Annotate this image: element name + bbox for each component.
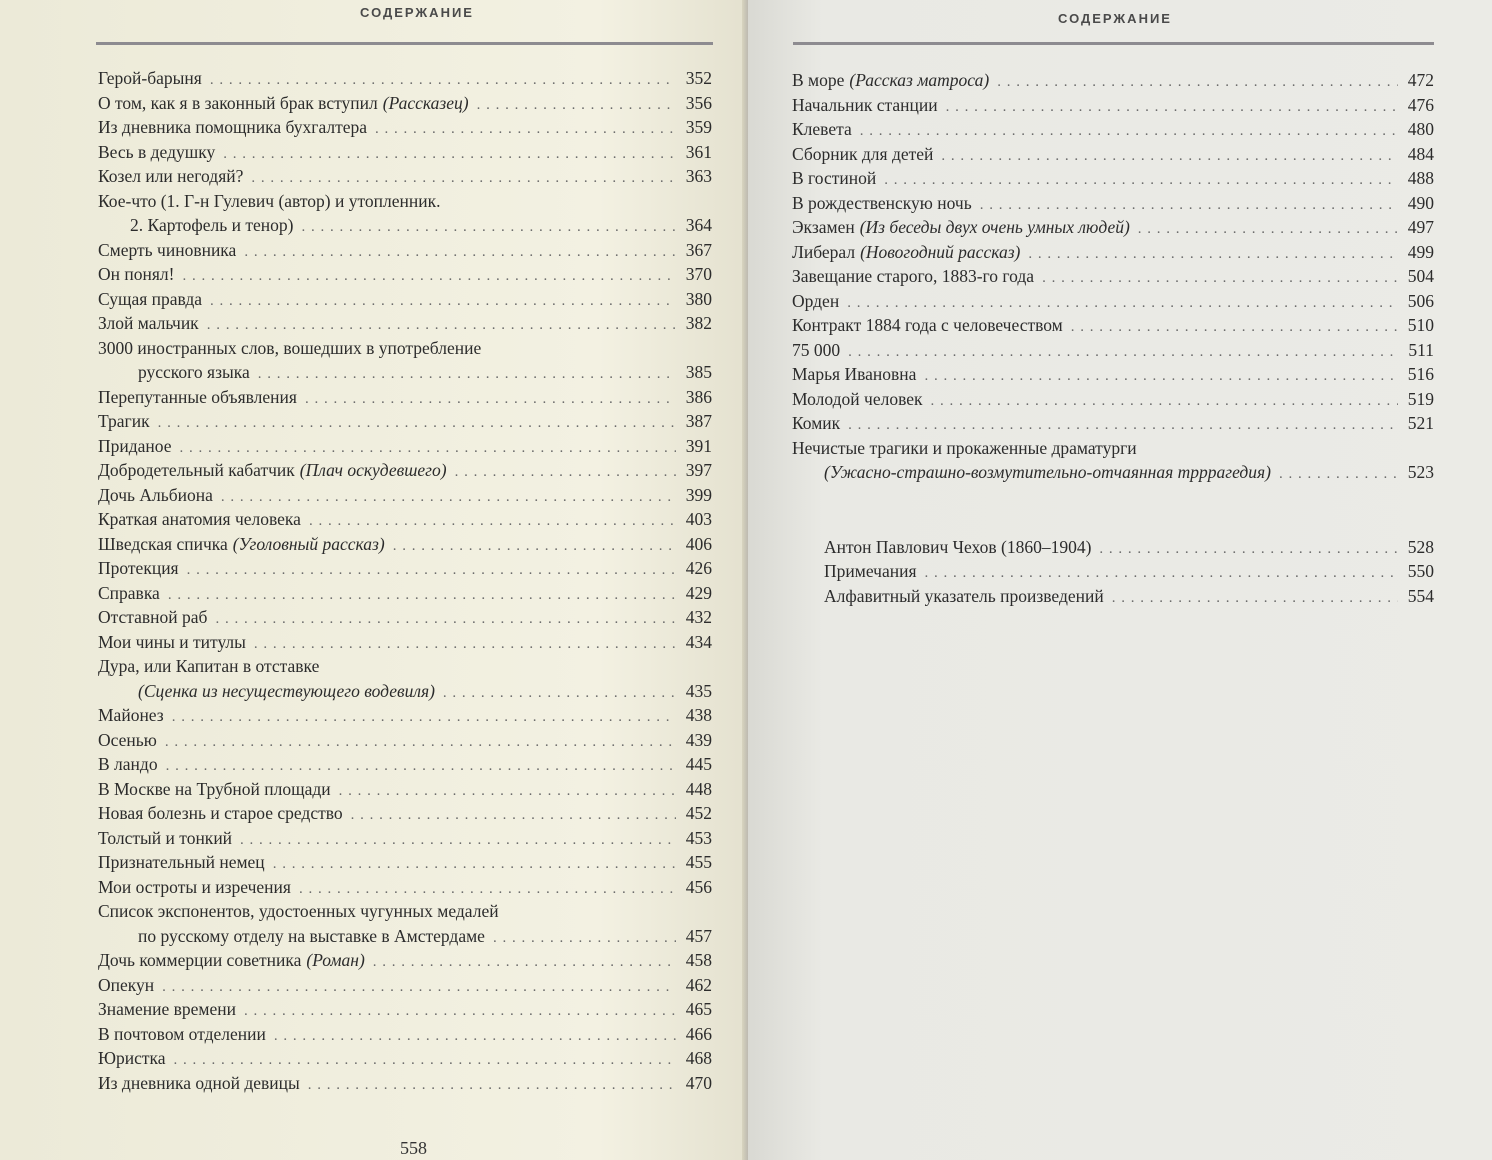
entry-title: Признательный немец: [98, 852, 265, 872]
entry-page-number: 519: [1407, 388, 1434, 409]
dot-leader: [258, 362, 676, 387]
entry-page-number: 510: [1407, 315, 1434, 335]
entry-title: Алфавитный указатель произведений: [824, 585, 1104, 606]
entry-subtitle: (Плач оскудевшего): [299, 460, 447, 480]
toc-entry: [98, 91, 712, 116]
toc-entry: [792, 142, 1434, 167]
dot-leader: [244, 999, 676, 1024]
toc-entry: [98, 507, 712, 532]
entry-title: Клевета: [792, 119, 852, 139]
dot-leader: [393, 534, 676, 559]
dot-leader: [174, 1048, 676, 1073]
toc-entry: [792, 460, 1434, 485]
entry-title: Смерть чиновника: [98, 239, 237, 260]
toc-entry: [792, 387, 1434, 412]
dot-leader: [166, 754, 676, 779]
toc-entry: [792, 117, 1434, 142]
toc-entry: [98, 1046, 712, 1071]
entry-title: Юристка: [98, 1048, 166, 1068]
toc-entry: [98, 189, 712, 214]
entry-title: Сущая правда: [98, 288, 203, 309]
entry-page-number: 506: [1407, 290, 1434, 311]
entry-page-number: 387: [685, 411, 712, 431]
dot-leader: [210, 289, 676, 314]
entry-title: Из дневника помощника бухгалтера: [98, 117, 368, 137]
dot-leader: [251, 166, 676, 191]
entry-page-number: 361: [685, 141, 712, 162]
entry-page-number: 472: [1407, 70, 1434, 90]
toc-entry: [792, 264, 1434, 289]
entry-page-number: 359: [685, 117, 712, 137]
entry-title: Злой мальчик: [98, 313, 199, 333]
entry-title: Экзамен: [792, 217, 855, 237]
toc-entry: [98, 826, 712, 851]
entry-title: Мои остроты и изречения: [98, 876, 291, 897]
entry-title: Перепутанные объявления: [98, 386, 297, 407]
entry-title: Справка: [98, 582, 160, 603]
dot-leader: [1028, 242, 1398, 267]
dot-leader: [848, 340, 1398, 365]
entry-page-number: 528: [1407, 536, 1434, 557]
dot-leader: [946, 95, 1398, 120]
toc-entry: [98, 875, 712, 900]
entry-title: В Москве на Трубной площади: [98, 778, 331, 799]
toc-entry: [98, 752, 712, 777]
dot-leader: [493, 926, 676, 951]
entry-title: 75 000: [792, 339, 841, 360]
dot-leader: [373, 950, 676, 975]
entry-page-number: 399: [685, 484, 712, 505]
toc-entry: [792, 93, 1434, 118]
toc-entry: [98, 458, 712, 483]
toc-entry: [98, 801, 712, 826]
toc-entry: [98, 238, 712, 263]
entry-page-number: 364: [685, 215, 712, 235]
toc-entry: [98, 483, 712, 508]
toc-entry: [98, 581, 712, 606]
dot-leader: [924, 364, 1398, 389]
entry-title: О том, как я в законный брак вступил: [98, 92, 378, 113]
entry-page-number: 462: [685, 974, 712, 995]
entry-title: Весь в дедушку: [98, 141, 216, 162]
entry-title: Приданое: [98, 435, 172, 456]
toc-entry: [792, 68, 1434, 93]
entry-page-number: 476: [1407, 94, 1434, 115]
entry-subtitle: (Из беседы двух очень умных людей): [859, 217, 1130, 237]
entry-page-number: 499: [1407, 241, 1434, 262]
dot-leader: [299, 877, 676, 902]
entry-page-number: 455: [685, 852, 712, 872]
entry-page-number: 550: [1407, 561, 1434, 581]
dot-leader: [931, 389, 1399, 414]
dot-leader: [308, 1073, 676, 1098]
dot-leader: [848, 413, 1398, 438]
entry-title: Марья Ивановна: [792, 364, 917, 384]
entry-subtitle: (Сценка из несуществующего водевиля): [138, 680, 435, 701]
entry-page-number: 370: [685, 264, 712, 284]
entry-title: Завещание старого, 1883-го года: [792, 266, 1035, 286]
entry-title: Кое-что (1. Г-н Гулевич (автор) и утопленник.: [98, 190, 441, 211]
dot-leader: [221, 485, 676, 510]
entry-title: Герой-барыня: [98, 68, 202, 88]
entry-subtitle: (Рассказ матроса): [849, 70, 990, 90]
entry-title: Отставной раб: [98, 607, 208, 627]
entry-title: 3000 иностранных слов, вошедших в употребление: [98, 337, 482, 358]
entry-title: Антон Павлович Чехов (1860–1904): [824, 536, 1092, 557]
entry-title: Новая болезнь и старое средство: [98, 803, 343, 823]
toc-entry: [98, 409, 712, 434]
entry-title: Майонез: [98, 705, 164, 725]
entry-page-number: 367: [685, 239, 712, 260]
entry-page-number: 466: [685, 1023, 712, 1044]
entry-page-number: 438: [685, 705, 712, 725]
entry-page-number: 445: [685, 754, 712, 774]
entry-title: по русскому отделу на выставке в Амстердаме: [138, 925, 485, 946]
entry-page-number: 432: [685, 607, 712, 627]
entry-page-number: 391: [685, 435, 712, 456]
entry-title: Из дневника одной девицы: [98, 1072, 300, 1093]
page-number: 558: [400, 1138, 427, 1158]
entry-title: Толстый и тонкий: [98, 827, 233, 848]
entry-page-number: 352: [685, 68, 712, 88]
toc-entry: [792, 411, 1434, 436]
entry-page-number: 380: [685, 288, 712, 309]
dot-leader: [301, 215, 676, 240]
entry-title: Либерал: [792, 241, 856, 262]
entry-page-number: 465: [685, 999, 712, 1019]
entry-title: Комик: [792, 413, 841, 433]
entry-title: В ландо: [98, 754, 158, 774]
entry-page-number: 452: [685, 803, 712, 823]
dot-leader: [1042, 266, 1398, 291]
entry-title: Он понял!: [98, 264, 175, 284]
entry-page-number: 403: [685, 509, 712, 529]
entry-page-number: 406: [685, 533, 712, 554]
entry-page-number: 435: [685, 680, 712, 701]
entry-title: В гостиной: [792, 168, 877, 188]
dot-leader: [165, 730, 676, 755]
toc-entry: [98, 532, 712, 557]
entry-page-number: 439: [685, 729, 712, 750]
toc-entry: [792, 166, 1434, 191]
dot-leader: [455, 460, 676, 485]
toc-entry: [98, 287, 712, 312]
toc-entry: [792, 559, 1434, 584]
entry-title: Мои чины и титулы: [98, 631, 246, 652]
dot-leader: [1279, 462, 1398, 487]
entry-subtitle: (Рассказец): [382, 92, 469, 113]
entry-page-number: 554: [1407, 585, 1434, 606]
dot-leader: [274, 1024, 676, 1049]
entry-title: Козел или негодяй?: [98, 166, 244, 186]
entry-page-number: 386: [685, 386, 712, 407]
toc-entry: [98, 434, 712, 459]
entry-title: Начальник станции: [792, 94, 938, 115]
entry-page-number: 521: [1407, 413, 1434, 433]
toc-entry: [98, 654, 712, 679]
entry-page-number: 470: [685, 1072, 712, 1093]
toc-entry: [98, 115, 712, 140]
dot-leader: [997, 70, 1398, 95]
right-page: [748, 0, 1492, 1160]
dot-leader: [1112, 586, 1398, 611]
dot-leader: [223, 142, 676, 167]
dot-leader: [254, 632, 676, 657]
dot-leader: [1138, 217, 1398, 242]
entry-page-number: 497: [1407, 217, 1434, 237]
dot-leader: [215, 607, 676, 632]
entry-page-number: 490: [1407, 192, 1434, 213]
entry-title: Краткая анатомия человека: [98, 509, 301, 529]
entry-title: В почтовом отделении: [98, 1023, 266, 1044]
dot-leader: [375, 117, 676, 142]
dot-leader: [207, 313, 676, 338]
toc-entry: [98, 556, 712, 581]
toc-entry: [98, 850, 712, 875]
entry-title: Список экспонентов, удостоенных чугунных медалей: [98, 901, 499, 921]
entry-title: Трагик: [98, 411, 150, 431]
dot-leader: [305, 387, 676, 412]
entry-subtitle: (Уголовный рассказ): [232, 533, 385, 554]
toc-entry: [98, 777, 712, 802]
dot-leader: [925, 561, 1398, 586]
dot-leader: [273, 852, 676, 877]
entry-page-number: 488: [1407, 168, 1434, 188]
toc-entry: [98, 924, 712, 949]
entry-page-number: 397: [685, 460, 712, 480]
entry-page-number: 511: [1408, 339, 1434, 360]
dot-leader: [182, 264, 676, 289]
entry-page-number: 448: [685, 778, 712, 799]
entry-page-number: 453: [685, 827, 712, 848]
entry-title: Дочь Альбиона: [98, 484, 213, 505]
dot-leader: [1071, 315, 1398, 340]
toc-entry: [98, 1022, 712, 1047]
toc-entry: [792, 338, 1434, 363]
header-rule: [793, 42, 1434, 45]
entry-title: Добродетельный кабатчик: [98, 460, 295, 480]
entry-page-number: 458: [685, 950, 712, 970]
toc-entry: [98, 164, 712, 189]
dot-leader: [162, 975, 676, 1000]
dot-leader: [351, 803, 676, 828]
toc-entry: [98, 213, 712, 238]
dot-leader: [1099, 537, 1398, 562]
entry-title: Орден: [792, 290, 840, 311]
dot-leader: [158, 411, 676, 436]
dot-leader: [210, 68, 676, 93]
entry-title: 2. Картофель и тенор): [130, 215, 294, 235]
dot-leader: [168, 583, 676, 608]
entry-page-number: 426: [685, 558, 712, 578]
dot-leader: [309, 509, 676, 534]
entry-page-number: 457: [685, 925, 712, 946]
entry-title: Опекун: [98, 974, 155, 995]
entry-page-number: 356: [685, 92, 712, 113]
toc-entry: [98, 973, 712, 998]
toc-entry: [98, 66, 712, 91]
toc-entry: [792, 535, 1434, 560]
toc-entry: [98, 336, 712, 361]
entry-page-number: 382: [685, 313, 712, 333]
entry-title: Нечистые трагики и прокаженные драматурги: [792, 437, 1137, 458]
toc-entry: [792, 191, 1434, 216]
entry-page-number: 468: [685, 1048, 712, 1068]
toc-entry: [792, 362, 1434, 387]
entry-subtitle: (Роман): [306, 950, 365, 970]
entry-title: Примечания: [824, 561, 917, 581]
toc-entry: [98, 262, 712, 287]
header-rule: [96, 42, 713, 45]
dot-leader: [941, 144, 1398, 169]
dot-leader: [980, 193, 1398, 218]
entry-page-number: 516: [1407, 364, 1434, 384]
toc-entry: [98, 311, 712, 336]
dot-leader: [443, 681, 676, 706]
dot-leader: [240, 828, 676, 853]
entry-page-number: 429: [685, 582, 712, 603]
entry-title: Дочь коммерции советника: [98, 950, 302, 970]
entry-title: Молодой человек: [792, 388, 923, 409]
dot-leader: [477, 93, 676, 118]
toc-entry: [98, 385, 712, 410]
entry-title: русского языка: [138, 362, 250, 382]
toc-entry: [98, 1071, 712, 1096]
toc-list: [98, 66, 712, 1095]
entry-title: Сборник для детей: [792, 143, 934, 164]
toc-entry: [792, 289, 1434, 314]
running-header: СОДЕРЖАНИЕ: [360, 5, 474, 20]
toc-entry: [98, 630, 712, 655]
entry-page-number: 385: [685, 362, 712, 382]
dot-leader: [180, 436, 676, 461]
entry-page-number: 363: [685, 166, 712, 186]
entry-title: Осенью: [98, 729, 157, 750]
toc-entry: [98, 360, 712, 385]
entry-title: В рождественскую ночь: [792, 192, 972, 213]
toc-entry: [98, 605, 712, 630]
entry-subtitle: (Новогодний рассказ): [860, 241, 1021, 262]
toc-entry: [98, 679, 712, 704]
entry-page-number: 456: [685, 876, 712, 897]
toc-entry: [792, 584, 1434, 609]
entry-title: В море: [792, 70, 845, 90]
entry-page-number: 484: [1407, 143, 1434, 164]
entry-page-number: 523: [1407, 462, 1434, 482]
dot-leader: [172, 705, 676, 730]
entry-title: Дура, или Капитан в отставке: [98, 656, 320, 676]
toc-entry: [98, 140, 712, 165]
toc-entry: [98, 997, 712, 1022]
entry-page-number: 480: [1407, 119, 1434, 139]
dot-leader: [244, 240, 676, 265]
dot-leader: [847, 291, 1398, 316]
entry-page-number: 504: [1407, 266, 1434, 286]
toc-entry: [792, 313, 1434, 338]
toc-entry: [98, 899, 712, 924]
dot-leader: [339, 779, 676, 804]
entry-title: Знамение времени: [98, 999, 236, 1019]
dot-leader: [187, 558, 676, 583]
toc-entry: [98, 703, 712, 728]
running-header: СОДЕРЖАНИЕ: [1058, 11, 1172, 26]
dot-leader: [860, 119, 1398, 144]
toc-entry: [792, 436, 1434, 461]
toc-list: [792, 68, 1434, 608]
entry-title: Протекция: [98, 558, 179, 578]
dot-leader: [884, 168, 1398, 193]
entry-page-number: 434: [685, 631, 712, 652]
entry-title: Шведская спичка: [98, 533, 228, 554]
entry-subtitle: (Ужасно-страшно-возмутительно-отчаянная трррагедия): [824, 462, 1271, 482]
toc-entry: [792, 240, 1434, 265]
entry-title: Контракт 1884 года с человечеством: [792, 315, 1063, 335]
toc-entry: [98, 728, 712, 753]
toc-entry: [792, 215, 1434, 240]
toc-entry: [98, 948, 712, 973]
